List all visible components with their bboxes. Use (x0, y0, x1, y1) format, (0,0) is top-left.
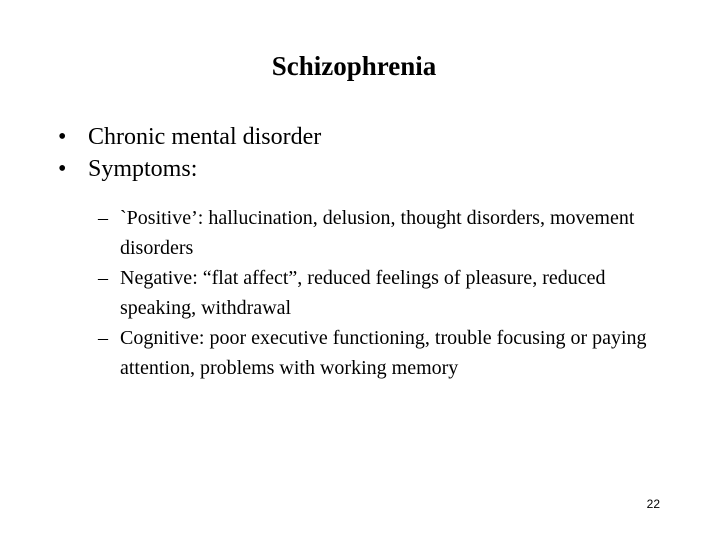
page-number: 22 (646, 497, 660, 511)
bullet-list (58, 121, 698, 185)
sub-bullet-text: Negative: “flat affect”, reduced feelings of pleasure, reduced speaking, withdrawal (120, 267, 606, 319)
bullet-text: Chronic mental disorder (88, 124, 322, 150)
sub-bullet-text: `Positive’: hallucination, delusion, thought disorders, movement disorders (120, 207, 635, 259)
sub-bullet-item (58, 263, 665, 323)
dash-mark: – (98, 267, 108, 289)
bullet-mark: • (58, 124, 67, 150)
bullet-mark: • (58, 156, 67, 182)
sub-bullet-item (58, 323, 665, 383)
sub-bullet-text: Cognitive: poor executive functioning, trouble focusing or paying attention, problems with working memory (120, 327, 647, 379)
sub-bullet-item (58, 203, 665, 263)
slide-title: Schizophrenia (271, 51, 437, 81)
bullet-text: Symptoms: (88, 156, 198, 182)
dash-mark: – (98, 207, 108, 229)
bullet-item (58, 153, 698, 185)
sub-bullet-list (58, 203, 665, 383)
dash-mark: – (98, 327, 108, 349)
bullet-item (58, 121, 698, 153)
